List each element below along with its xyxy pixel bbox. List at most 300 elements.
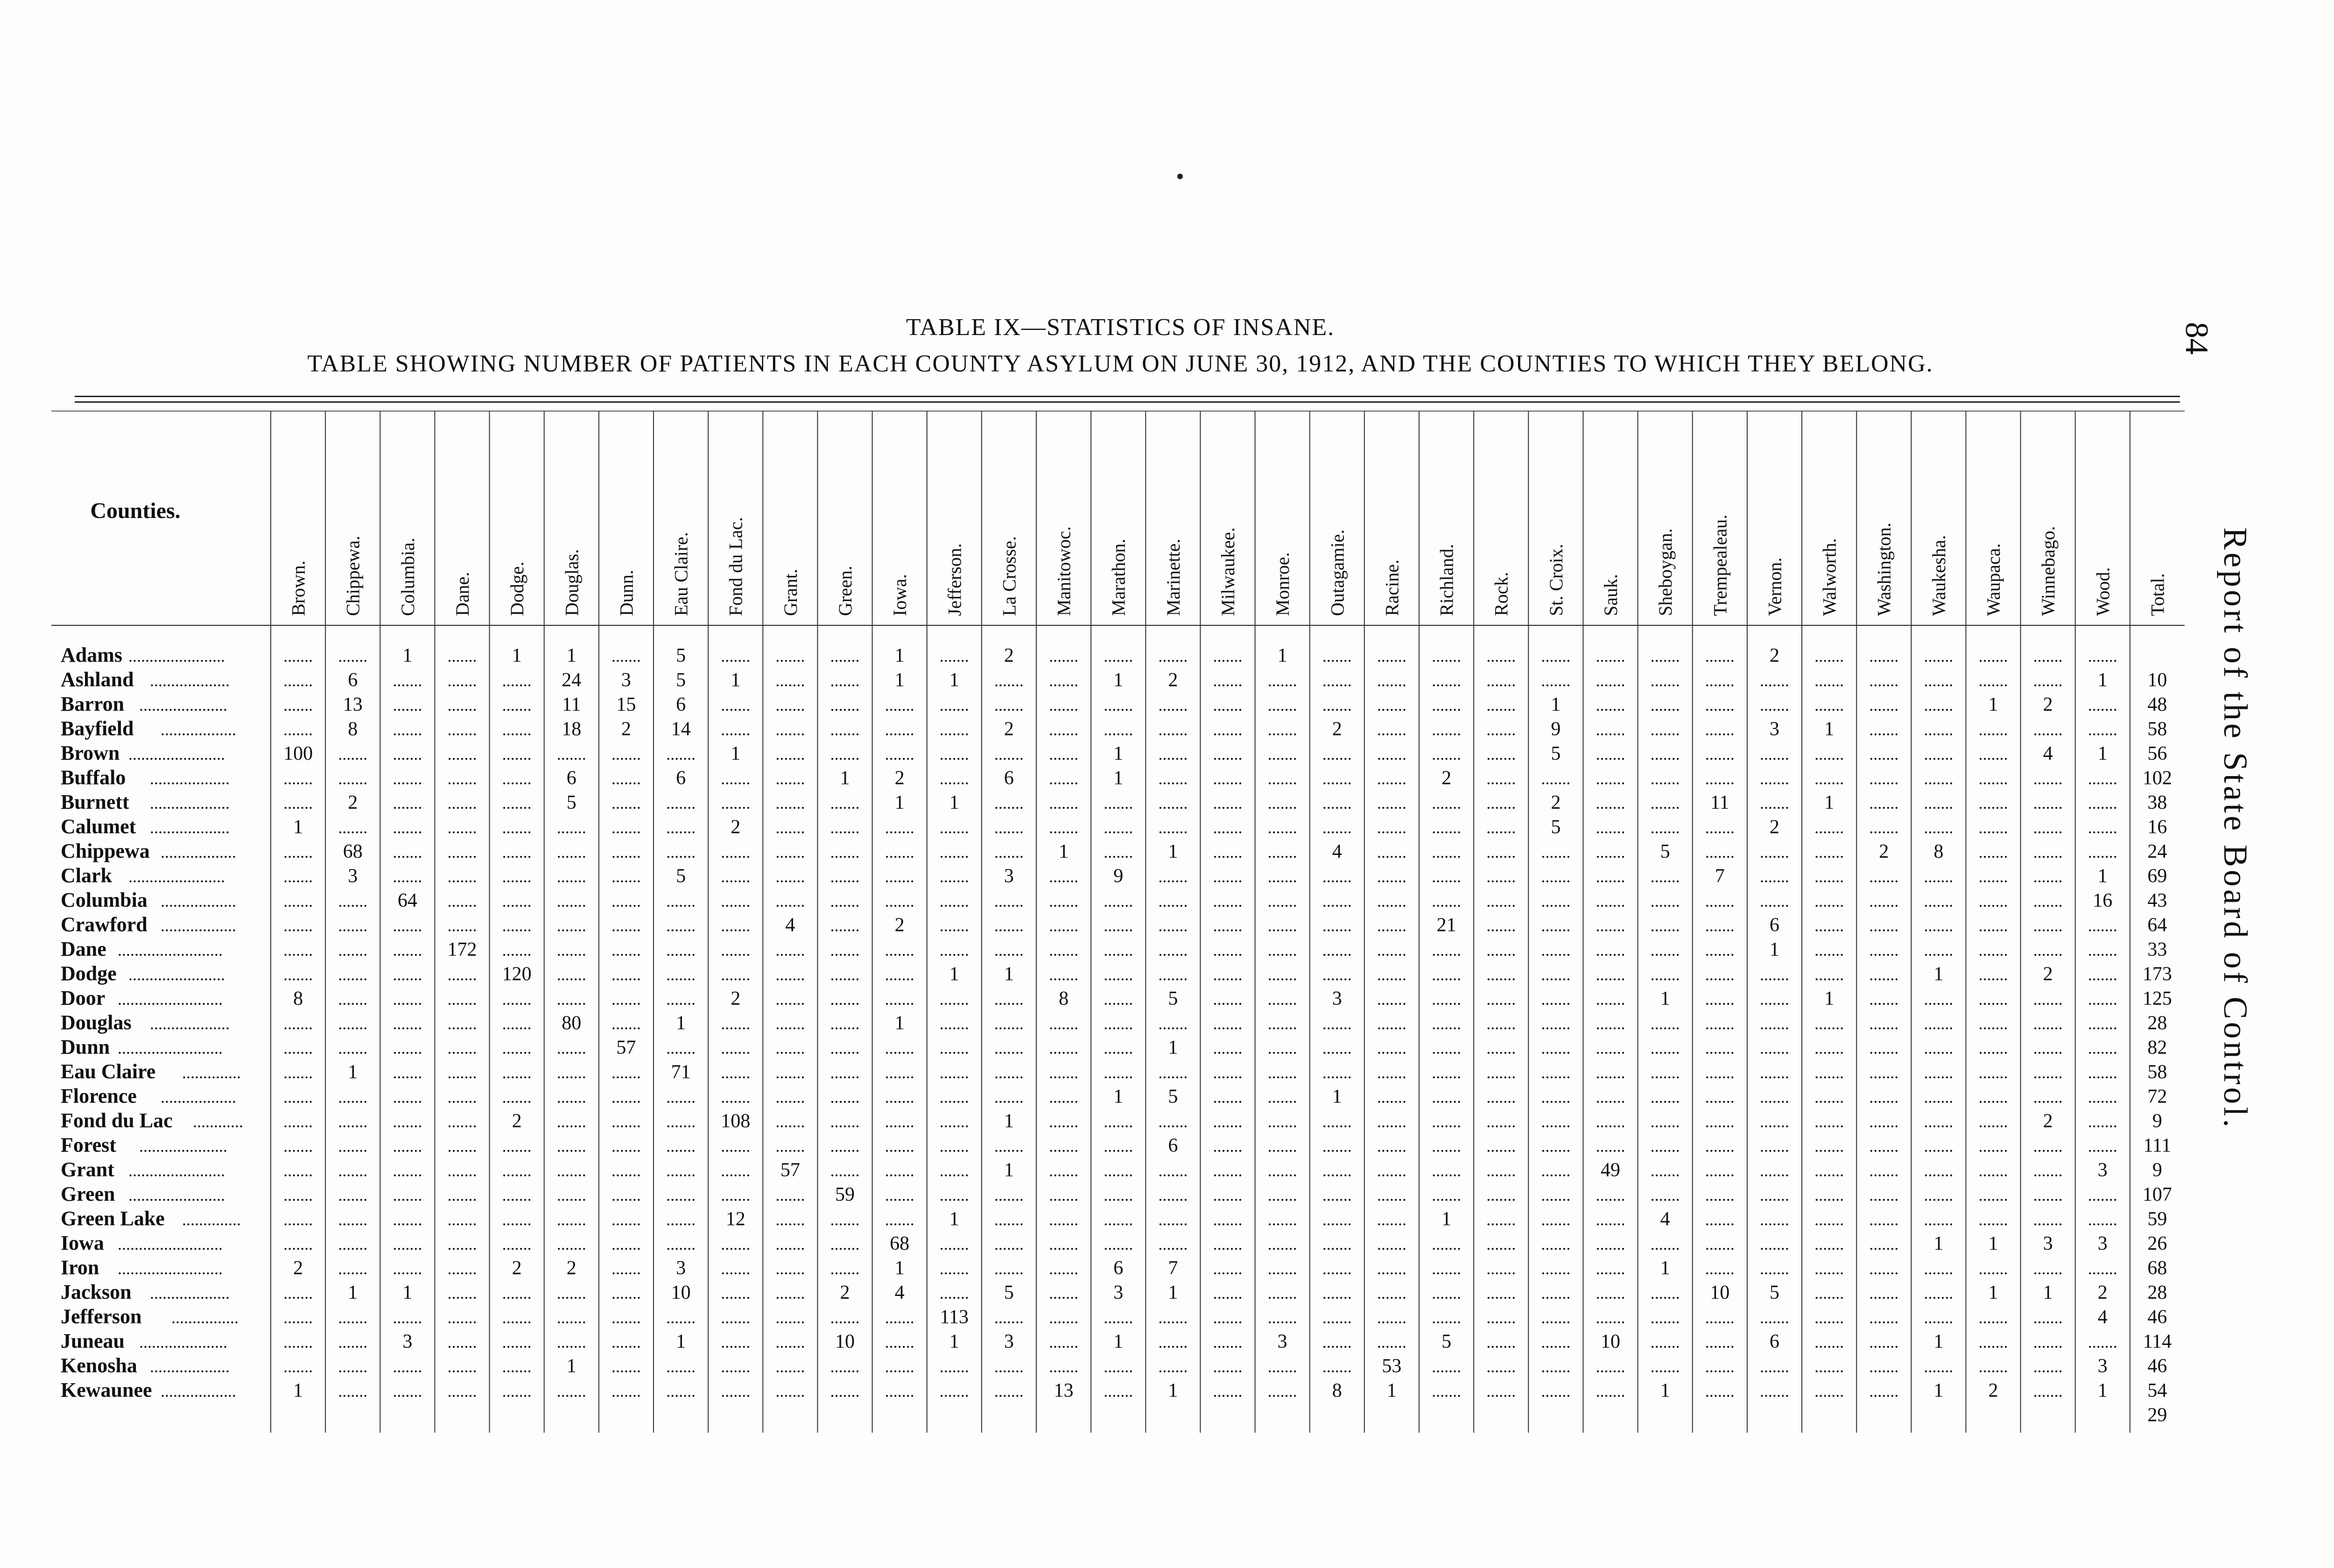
table-cell: 6: [676, 694, 686, 715]
table-cell: 9: [2152, 1159, 2162, 1181]
table-cell: 1: [1168, 1037, 1178, 1058]
leader-dots: .......: [1322, 696, 1352, 714]
leader-dots: .......: [1759, 1308, 1789, 1327]
leader-dots: .....................: [139, 696, 227, 714]
leader-dots: .......: [1541, 990, 1571, 1008]
leader-dots: .......: [721, 696, 751, 714]
leader-dots: .......: [1814, 965, 1844, 984]
leader-dots: .......: [721, 1333, 751, 1351]
table-cell: 82: [2147, 1037, 2167, 1058]
leader-dots: .......: [721, 892, 751, 910]
leader-dots: .......: [1158, 916, 1188, 935]
leader-dots: .......: [1213, 941, 1243, 959]
leader-dots: .......: [1814, 867, 1844, 886]
leader-dots: .......: [1596, 1357, 1625, 1376]
table-cell: 1: [1933, 1380, 1944, 1401]
leader-dots: .......: [1596, 843, 1625, 861]
table-title: TABLE IX—STATISTICS OF INSANE.: [906, 314, 1335, 341]
leader-dots: .......: [1377, 990, 1406, 1008]
table-cell: 1: [1004, 1159, 1014, 1181]
leader-dots: .......: [611, 1259, 641, 1278]
table-row: [61, 1305, 2167, 1328]
leader-dots: .......: [502, 1137, 532, 1155]
leader-dots: .......: [502, 1308, 532, 1327]
leader-dots: .......: [1213, 1357, 1243, 1376]
table-cell: 14: [671, 718, 691, 740]
leader-dots: .......: [666, 1088, 696, 1106]
leader-dots: .......: [1869, 794, 1899, 812]
table-cell: 1: [1769, 939, 1779, 960]
table-cell: 11: [1710, 792, 1729, 813]
table-cell: 1: [1551, 694, 1561, 715]
table-cell: 1: [676, 1331, 686, 1352]
county-label: Kenosha: [61, 1354, 137, 1377]
leader-dots: ...................: [150, 671, 230, 690]
leader-dots: .......: [1869, 1308, 1899, 1327]
leader-dots: .......: [1213, 1308, 1243, 1327]
leader-dots: .......: [1267, 794, 1297, 812]
leader-dots: .......: [502, 843, 532, 861]
table-cell: 2: [293, 1257, 303, 1279]
table-cell: 1: [1113, 1086, 1124, 1107]
leader-dots: .......: [1432, 1308, 1462, 1327]
leader-dots: .......: [939, 1235, 969, 1253]
leader-dots: .......: [1596, 696, 1625, 714]
leader-dots: .......: [1213, 1235, 1243, 1253]
table-cell: 1: [894, 792, 905, 813]
table-cell: 24: [562, 669, 582, 691]
table-cell: 1: [949, 669, 959, 691]
leader-dots: .......: [1267, 1014, 1297, 1033]
leader-dots: .......: [1049, 1259, 1079, 1278]
table-cell: 102: [2142, 767, 2172, 789]
table-cell: 3: [2097, 1233, 2108, 1254]
table-row: [61, 840, 2167, 862]
table-cell: 3: [676, 1257, 686, 1279]
county-label: Juneau: [61, 1330, 125, 1352]
leader-dots: .........................: [118, 941, 223, 959]
leader-dots: .......: [1924, 867, 1954, 886]
leader-dots: .......: [1596, 1186, 1625, 1204]
leader-dots: .......: [2033, 647, 2063, 665]
leader-dots: .......: [393, 818, 422, 837]
leader-dots: .......: [666, 1137, 696, 1155]
leader-dots: .......: [1814, 1039, 1844, 1057]
leader-dots: .......: [1759, 794, 1789, 812]
leader-dots: .......: [1814, 1014, 1844, 1033]
leader-dots: .......: [885, 1088, 914, 1106]
table-cell: 1: [894, 1257, 905, 1279]
leader-dots: .......: [1377, 892, 1406, 910]
column-header: Rock.: [1490, 572, 1512, 616]
leader-dots: .......: [1705, 843, 1735, 861]
table-cell: 1: [1660, 988, 1670, 1009]
table-cell: 9: [1113, 865, 1124, 887]
county-label: Green Lake: [61, 1207, 165, 1230]
leader-dots: .......: [1705, 1137, 1735, 1155]
leader-dots: .......: [1814, 1333, 1844, 1351]
leader-dots: .......: [611, 1357, 641, 1376]
leader-dots: .......: [556, 1333, 586, 1351]
leader-dots: .......: [1978, 1063, 2008, 1082]
leader-dots: .......: [1049, 867, 1079, 886]
leader-dots: .......: [830, 1259, 860, 1278]
leader-dots: .......: [1869, 1333, 1899, 1351]
table-cell: 3: [2097, 1159, 2108, 1181]
table-row: [61, 889, 2167, 911]
table-cell: 7: [1168, 1257, 1178, 1279]
leader-dots: .......: [775, 1235, 805, 1253]
leader-dots: .......: [1759, 1137, 1789, 1155]
leader-dots: .......: [1432, 1382, 1462, 1400]
leader-dots: .......: [1213, 745, 1243, 763]
leader-dots: .......: [1869, 647, 1899, 665]
table-row: [61, 1330, 2172, 1352]
leader-dots: .......: [283, 769, 313, 788]
table-cell: 2: [894, 767, 905, 789]
column-header: Wood.: [2092, 567, 2114, 616]
column-header: Sauk.: [1600, 574, 1621, 616]
leader-dots: .......: [939, 843, 969, 861]
table-cell: 2: [1332, 718, 1342, 740]
leader-dots: .......: [994, 892, 1024, 910]
leader-dots: .......: [502, 1284, 532, 1302]
leader-dots: .......: [1924, 794, 1954, 812]
table-cell: 1: [293, 1380, 303, 1401]
leader-dots: .......: [2033, 941, 2063, 959]
leader-dots: .......: [283, 892, 313, 910]
leader-dots: .......: [830, 671, 860, 690]
leader-dots: .......: [1869, 1137, 1899, 1155]
leader-dots: .......: [1049, 1235, 1079, 1253]
leader-dots: .......: [830, 990, 860, 1008]
leader-dots: .......: [1104, 696, 1133, 714]
leader-dots: .......: [283, 1333, 313, 1351]
leader-dots: .......: [1104, 1210, 1133, 1229]
leader-dots: .......: [338, 990, 368, 1008]
table-cell: 58: [2147, 1061, 2167, 1083]
leader-dots: .......: [502, 818, 532, 837]
leader-dots: .......: [1377, 1112, 1406, 1131]
leader-dots: .......: [502, 1382, 532, 1400]
leader-dots: .......: [338, 1137, 368, 1155]
column-header: Trempealeau.: [1709, 514, 1731, 616]
leader-dots: .......: [1650, 892, 1680, 910]
leader-dots: .......: [556, 1186, 586, 1204]
page-number: 84: [2179, 322, 2214, 355]
leader-dots: .......: [721, 794, 751, 812]
leader-dots: .......: [1541, 941, 1571, 959]
leader-dots: .......: [1759, 867, 1789, 886]
leader-dots: .......: [721, 1284, 751, 1302]
stub-header: Counties.: [90, 498, 181, 523]
statistics-table: [51, 411, 2185, 1456]
leader-dots: .......: [1596, 1088, 1625, 1106]
leader-dots: .......: [1596, 941, 1625, 959]
county-label: Eau Claire: [61, 1060, 156, 1083]
leader-dots: .......: [447, 1284, 477, 1302]
leader-dots: .......: [1322, 916, 1352, 935]
leader-dots: .......: [994, 941, 1024, 959]
leader-dots: .......: [1705, 1039, 1735, 1057]
leader-dots: .......: [1049, 916, 1079, 935]
leader-dots: .......: [611, 818, 641, 837]
table-cell: 1: [566, 1355, 576, 1377]
leader-dots: .......: [1267, 916, 1297, 935]
leader-dots: ..................: [161, 843, 236, 861]
leader-dots: .......: [1924, 941, 1954, 959]
leader-dots: .........................: [118, 1039, 223, 1057]
leader-dots: .......: [338, 916, 368, 935]
leader-dots: .......: [994, 794, 1024, 812]
leader-dots: .......: [611, 769, 641, 788]
leader-dots: .......: [721, 1161, 751, 1180]
leader-dots: .......: [502, 1235, 532, 1253]
leader-dots: .......: [1705, 696, 1735, 714]
leader-dots: .......: [1158, 769, 1188, 788]
leader-dots: .......: [775, 647, 805, 665]
leader-dots: .......: [1432, 1088, 1462, 1106]
table-cell: 5: [1660, 841, 1670, 862]
leader-dots: .......: [1486, 720, 1516, 739]
leader-dots: .......: [1541, 892, 1571, 910]
leader-dots: .......: [338, 1014, 368, 1033]
leader-dots: .......: [1486, 1333, 1516, 1351]
leader-dots: .......: [666, 745, 696, 763]
leader-dots: .......: [447, 1088, 477, 1106]
leader-dots: .......: [338, 1210, 368, 1229]
leader-dots: .......: [1104, 720, 1133, 739]
table-cell: 1: [1277, 645, 1287, 666]
leader-dots: .......: [1267, 1308, 1297, 1327]
table-cell: 4: [2097, 1306, 2108, 1328]
county-label: Door: [61, 987, 105, 1009]
leader-dots: .......: [1158, 867, 1188, 886]
leader-dots: .......: [830, 1210, 860, 1229]
leader-dots: .......: [994, 745, 1024, 763]
leader-dots: .......: [1377, 1039, 1406, 1057]
column-header: Dunn.: [616, 570, 637, 616]
table-cell: 16: [2093, 890, 2113, 911]
leader-dots: .......: [393, 745, 422, 763]
table-cell: 1: [1660, 1380, 1670, 1401]
table-cell: 1: [1824, 718, 1835, 740]
leader-dots: .......: [1432, 647, 1462, 665]
leader-dots: .......: [1596, 965, 1625, 984]
leader-dots: .......: [1213, 720, 1243, 739]
table-cell: 1: [894, 669, 905, 691]
leader-dots: ...................: [150, 1014, 230, 1033]
leader-dots: .......: [556, 892, 586, 910]
leader-dots: .......: [1978, 671, 2008, 690]
leader-dots: .......: [1705, 941, 1735, 959]
table-cell: 29: [2147, 1404, 2167, 1426]
leader-dots: .......: [1814, 1284, 1844, 1302]
leader-dots: .......: [1377, 1137, 1406, 1155]
leader-dots: .......: [1049, 1112, 1079, 1131]
table-row: [61, 962, 2172, 985]
leader-dots: .......: [939, 892, 969, 910]
leader-dots: .....................: [139, 1137, 227, 1155]
leader-dots: .......: [885, 1210, 914, 1229]
leader-dots: .......: [1432, 1112, 1462, 1131]
leader-dots: .......: [1322, 1161, 1352, 1180]
table-cell: 6: [1113, 1257, 1124, 1279]
leader-dots: .......: [1432, 1186, 1462, 1204]
leader-dots: .......: [1322, 818, 1352, 837]
column-header: Chippewa.: [342, 535, 364, 616]
table-cell: 12: [725, 1208, 745, 1230]
leader-dots: .......: [1924, 696, 1954, 714]
table-cell: 2: [2097, 1282, 2108, 1303]
table-cell: 11: [562, 694, 581, 715]
leader-dots: .......: [1978, 941, 2008, 959]
county-label: Crawford: [61, 913, 148, 936]
table-cell: 1: [348, 1061, 358, 1083]
leader-dots: .......: [1814, 1357, 1844, 1376]
leader-dots: .......................: [128, 647, 225, 665]
leader-dots: .......: [1924, 1063, 1954, 1082]
leader-dots: .......: [1486, 696, 1516, 714]
leader-dots: .......: [1104, 843, 1133, 861]
table-cell: 3: [2043, 1233, 2053, 1254]
leader-dots: .......: [1486, 843, 1516, 861]
leader-dots: .......: [556, 990, 586, 1008]
leader-dots: .......: [1596, 1235, 1625, 1253]
leader-dots: .......: [885, 843, 914, 861]
leader-dots: .......: [1213, 769, 1243, 788]
leader-dots: .......: [1432, 867, 1462, 886]
leader-dots: .......: [1432, 1259, 1462, 1278]
leader-dots: .......: [2033, 794, 2063, 812]
leader-dots: .......: [556, 1137, 586, 1155]
leader-dots: .......: [1267, 745, 1297, 763]
leader-dots: .......: [994, 916, 1024, 935]
leader-dots: .......: [1924, 769, 1954, 788]
leader-dots: .......: [1213, 1112, 1243, 1131]
leader-dots: .......: [1322, 1063, 1352, 1082]
leader-dots: .......: [1486, 647, 1516, 665]
leader-dots: .......: [994, 1186, 1024, 1204]
leader-dots: ..................: [161, 916, 236, 935]
leader-dots: .......: [1432, 1137, 1462, 1155]
leader-dots: .......: [1049, 965, 1079, 984]
leader-dots: .......: [611, 647, 641, 665]
table-cell: 3: [1769, 718, 1779, 740]
leader-dots: .......: [447, 892, 477, 910]
leader-dots: .......: [1049, 1088, 1079, 1106]
table-cell: 4: [894, 1282, 905, 1303]
leader-dots: .......: [611, 1235, 641, 1253]
leader-dots: .......: [666, 916, 696, 935]
leader-dots: .......: [1049, 1161, 1079, 1180]
leader-dots: .......: [611, 965, 641, 984]
table-cell: 1: [2097, 669, 2108, 691]
leader-dots: .......: [1650, 916, 1680, 935]
table-cell: 111: [2143, 1135, 2172, 1156]
leader-dots: .......: [556, 1161, 586, 1180]
leader-dots: .......: [447, 1186, 477, 1204]
leader-dots: .......: [1104, 1039, 1133, 1057]
table-cell: 1: [1059, 841, 1069, 862]
county-label: Adams: [61, 644, 123, 666]
leader-dots: .......: [1596, 794, 1625, 812]
column-header: Columbia.: [397, 538, 418, 616]
leader-dots: .......: [1377, 1186, 1406, 1204]
leader-dots: .......: [1486, 867, 1516, 886]
leader-dots: .......: [1104, 818, 1133, 837]
leader-dots: .......: [1104, 1137, 1133, 1155]
leader-dots: .......: [1267, 990, 1297, 1008]
leader-dots: .......: [885, 696, 914, 714]
leader-dots: .......: [1978, 647, 2008, 665]
leader-dots: .......: [939, 818, 969, 837]
table-row: [61, 1183, 2172, 1205]
leader-dots: .......: [939, 1284, 969, 1302]
table-subtitle: TABLE SHOWING NUMBER OF PATIENTS IN EACH COUNTY ASYLUM ON JUNE 30, 1912, AND THE COUNTIES TO WHICH THEY BELONG.: [307, 350, 1933, 377]
table-cell: 1: [2097, 743, 2108, 764]
leader-dots: .......: [2088, 1333, 2117, 1351]
leader-dots: .......: [447, 1137, 477, 1155]
county-label: Burnett: [61, 791, 129, 813]
leader-dots: .......: [1432, 1357, 1462, 1376]
table-cell: 3: [1004, 865, 1014, 887]
leader-dots: .......: [1486, 794, 1516, 812]
leader-dots: .......: [1869, 1112, 1899, 1131]
leader-dots: .......: [721, 1088, 751, 1106]
leader-dots: .......: [393, 1112, 422, 1131]
table-cell: 8: [1933, 841, 1944, 862]
leader-dots: .......: [1924, 1210, 1954, 1229]
leader-dots: .......: [1267, 1137, 1297, 1155]
leader-dots: .......: [1869, 745, 1899, 763]
leader-dots: .......: [283, 1284, 313, 1302]
leader-dots: .......: [1486, 1137, 1516, 1155]
leader-dots: .......: [611, 1063, 641, 1082]
leader-dots: .......: [338, 1186, 368, 1204]
leader-dots: .......: [1104, 647, 1133, 665]
leader-dots: .......: [830, 647, 860, 665]
leader-dots: .......: [1759, 1088, 1789, 1106]
leader-dots: .......: [502, 1014, 532, 1033]
leader-dots: .......: [721, 843, 751, 861]
table-cell: 6: [566, 767, 576, 789]
leader-dots: .......: [1267, 941, 1297, 959]
leader-dots: .......: [830, 965, 860, 984]
leader-dots: .......: [1924, 647, 1954, 665]
leader-dots: ..................: [161, 1088, 236, 1106]
leader-dots: .......: [939, 1039, 969, 1057]
leader-dots: .......: [1104, 965, 1133, 984]
leader-dots: .......: [447, 1259, 477, 1278]
leader-dots: .......: [502, 892, 532, 910]
table-cell: 1: [348, 1282, 358, 1303]
leader-dots: .......: [721, 1382, 751, 1400]
leader-dots: .......: [1541, 1382, 1571, 1400]
leader-dots: .......: [1705, 818, 1735, 837]
table-row: [61, 938, 2167, 960]
leader-dots: .......: [994, 1014, 1024, 1033]
table-cell: 113: [940, 1306, 969, 1328]
table-cell: 10: [1710, 1282, 1730, 1303]
table-cell: 1: [731, 743, 741, 764]
leader-dots: .......: [1213, 1088, 1243, 1106]
leader-dots: .......: [1049, 1063, 1079, 1082]
leader-dots: .......: [1104, 990, 1133, 1008]
table-cell: 2: [731, 816, 741, 838]
leader-dots: .......: [447, 769, 477, 788]
leader-dots: .......: [1814, 941, 1844, 959]
